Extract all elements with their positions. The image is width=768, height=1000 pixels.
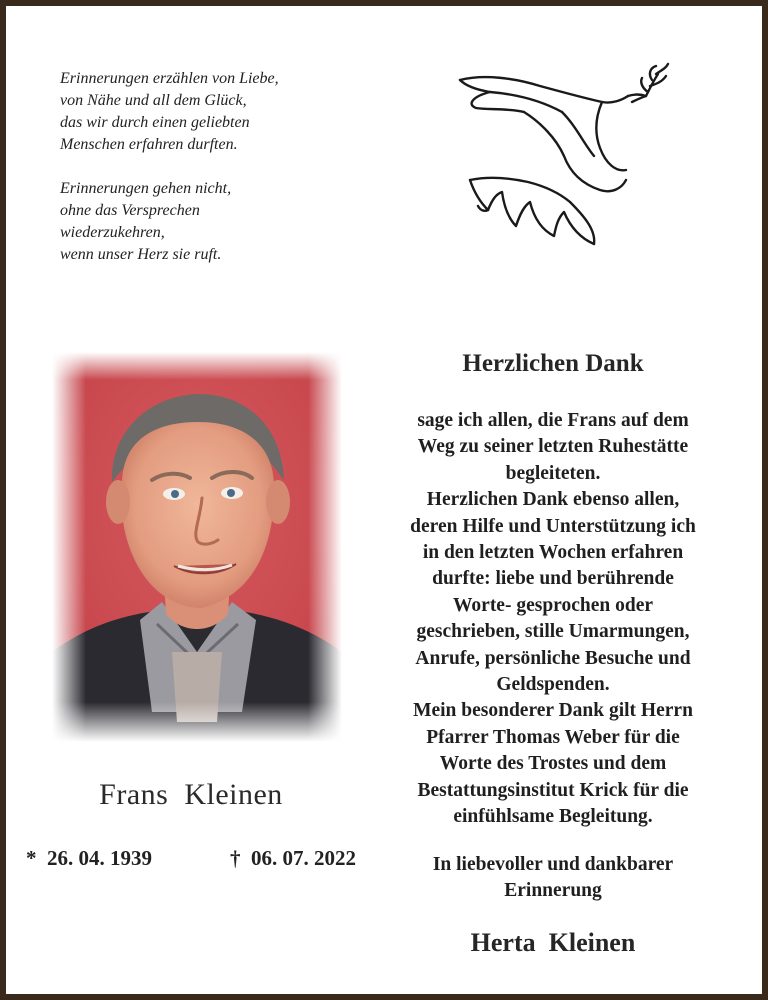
signature-name: Herta Kleinen: [470, 928, 636, 957]
dove-with-olive-branch-icon: [444, 60, 680, 256]
poem-line: ohne das Versprechen: [60, 202, 200, 219]
message-line: durfte: liebe und berührende: [432, 568, 674, 590]
closing-phrase: [378, 852, 728, 904]
message-line: Worte- gesprochen oder: [452, 594, 654, 616]
message-line: Weg zu seiner letzten Ruhestätte: [417, 436, 689, 458]
message-line: einfühlsame Begleitung.: [453, 806, 653, 828]
death-date: † 06. 07. 2022: [230, 846, 356, 870]
message-line: deren Hilfe und Unterstützung ich: [410, 515, 696, 537]
thanks-message: [372, 408, 734, 831]
poem-stanza-2: [60, 178, 380, 266]
message-line: sage ich allen, die Frans auf dem: [417, 410, 689, 431]
poem-line: Erinnerungen gehen nicht,: [60, 180, 232, 197]
poem-line: wenn unser Herz sie ruft.: [60, 246, 222, 263]
message-line: begleiteten.: [505, 462, 601, 484]
closing-line: Erinnerung: [504, 880, 602, 901]
poem-line: Erinnerungen erzählen von Liebe,: [60, 70, 279, 87]
birth-date: * 26. 04. 1939: [26, 846, 152, 870]
deceased-name: Frans Kleinen: [99, 778, 283, 811]
message-line: Bestattungsinstitut Krick für die: [417, 779, 689, 801]
message-line: Herzlichen Dank ebenso allen,: [426, 489, 680, 511]
message-line: geschrieben, stille Umarmungen,: [416, 621, 690, 643]
memorial-poem: [60, 68, 380, 288]
poem-line: wiederzukehren,: [60, 224, 165, 241]
closing-line: In liebevoller und dankbarer: [432, 854, 674, 875]
message-line: Worte des Trostes und dem: [439, 753, 667, 775]
poem-line: von Nähe und all dem Glück,: [60, 92, 247, 109]
poem-line: Menschen erfahren durften.: [60, 136, 238, 153]
portrait-photo: [52, 352, 342, 742]
poem-stanza-1: [60, 68, 380, 156]
message-line: Anrufe, persönliche Besuche und: [415, 647, 691, 669]
message-line: in den letzten Wochen erfahren: [422, 542, 684, 564]
message-line: Mein besonderer Dank gilt Herrn: [413, 700, 693, 722]
thanks-heading: Herzlichen Dank: [462, 350, 644, 377]
poem-line: das wir durch einen geliebten: [60, 114, 250, 131]
message-line: Geldspenden.: [496, 674, 610, 696]
message-line: Pfarrer Thomas Weber für die: [426, 726, 680, 748]
